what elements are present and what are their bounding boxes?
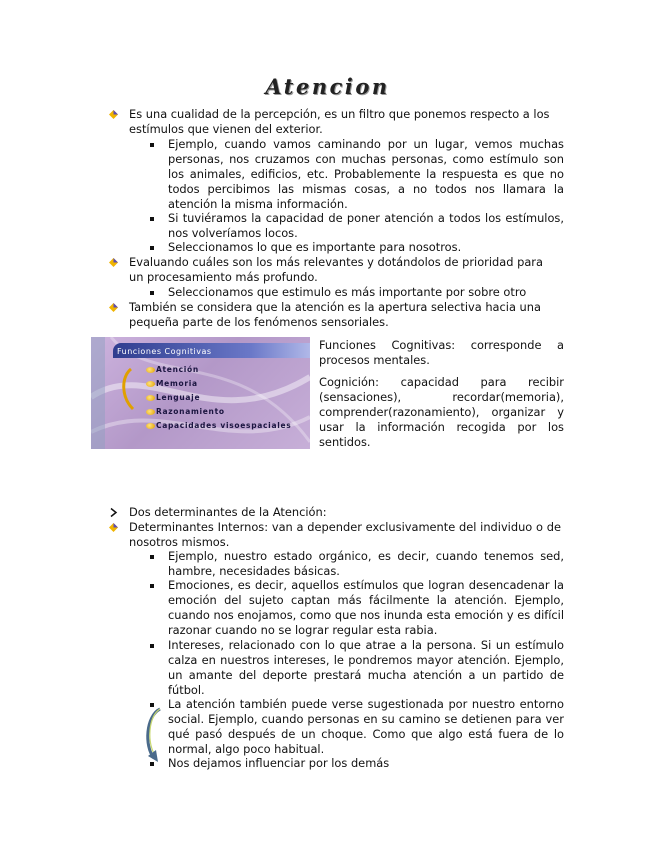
sub-bullet-text: La atención también puede verse sugestionada por nuestro entorno social. Ejemplo, cuando personas en su camino se detienen para ver qué pasó después de un choque. Como que algo está fuera de lo normal, algo poco habitual. — [168, 697, 564, 756]
cognitive-functions-figure — [91, 337, 310, 449]
sub-bullet — [168, 697, 564, 757]
sub-bullet — [168, 549, 564, 579]
side-paragraph-cognition: Cognición: capacidad para recibir (sensaciones), recordar(memoria), comprender(razonamiento), organizar y usar la información recogida por los sentidos. — [319, 375, 564, 449]
bullet-definition — [129, 107, 561, 137]
sub-bullet — [168, 240, 564, 255]
bullet-text: Determinantes Internos: van a depender exclusivamente del individuo o de nosotros mismos. — [129, 520, 561, 549]
bullet-text: Es una cualidad de la percepción, es un filtro que ponemos respecto a los estímulos que vienen del exterior. — [129, 107, 550, 136]
sub-bullet — [168, 285, 564, 300]
square-bullet-icon — [150, 291, 154, 295]
bullet-diamond-icon — [108, 109, 119, 120]
sub-bullet-text: Emociones, es decir, aquellos estímulos que logran desencadenar la emoción del sujeto captan más fácilmente la atención. Ejemplo, cuando nos enojamos, como que nos inunda esta emoción y es difícil razonar cuando no se lograr regular esta rabia. — [168, 578, 564, 637]
item-dot-icon — [146, 409, 155, 415]
sub-bullet — [168, 211, 564, 241]
arrow-item — [129, 505, 561, 520]
arrow-bullet-icon — [108, 507, 119, 518]
item-dot-icon — [146, 381, 155, 387]
sub-bullet-text: Nos dejamos influenciar por los demás — [168, 756, 390, 770]
sub-bullet — [168, 578, 564, 638]
sub-bullet-text: Intereses, relacionado con lo que atrae a la persona. Si un estímulo calza en nuestros intereses, le pondremos mayor atención. Ejemplo, un amante del deporte prestará mucha atención a un partido de fútbol. — [168, 638, 564, 697]
figure-item: Lenguaje — [156, 393, 201, 402]
bullet-diamond-icon — [108, 257, 119, 268]
bullet-diamond-icon — [108, 522, 119, 533]
side-paragraph-functions: Funciones Cognitivas: corresponde a procesos mentales. — [319, 338, 564, 367]
sub-bullet-text: Ejemplo, nuestro estado orgánico, es decir, cuando tenemos sed, hambre, necesidades básicas. — [168, 549, 564, 578]
bullet-internal-determinants — [129, 520, 561, 550]
square-bullet-icon — [150, 217, 154, 221]
square-bullet-icon — [150, 143, 154, 147]
item-dot-icon — [146, 423, 155, 429]
bullet-selective-opening — [129, 300, 561, 330]
sub-bullet — [168, 638, 564, 698]
item-dot-icon — [146, 395, 155, 401]
arrow-item-text: Dos determinantes de la Atención: — [129, 505, 327, 519]
sub-bullet-text: Seleccionamos lo que es importante para nosotros. — [168, 240, 462, 254]
page-title: Atencion — [265, 74, 390, 99]
sub-bullet — [168, 756, 564, 771]
sub-bullet — [168, 137, 564, 212]
figure-item: Memoria — [156, 379, 198, 388]
figure-item: Razonamiento — [156, 407, 225, 416]
square-bullet-icon — [150, 555, 154, 559]
square-bullet-icon — [150, 644, 154, 648]
bullet-text: Evaluando cuáles son los más relevantes y dotándolos de prioridad para un procesamiento más profundo. — [129, 255, 543, 284]
bullet-text: También se considera que la atención es la apertura selectiva hacia una pequeña parte de los fenómenos sensoriales. — [129, 300, 541, 329]
sub-bullet-text: Si tuviéramos la capacidad de poner atención a todos los estímulos, nos volveríamos locos. — [168, 211, 564, 240]
figure-banner-text: Funciones Cognitivas — [117, 347, 212, 356]
sub-bullet-text: Seleccionamos que estimulo es más importante por sobre otro — [168, 285, 527, 299]
curved-arrow-icon — [142, 706, 164, 764]
item-dot-icon — [146, 367, 155, 373]
figure-item: Capacidades visoespaciales — [156, 421, 292, 430]
bullet-diamond-icon — [108, 302, 119, 313]
figure-banner — [113, 343, 310, 358]
square-bullet-icon — [150, 584, 154, 588]
bullet-evaluating — [129, 255, 561, 285]
square-bullet-icon — [150, 246, 154, 250]
sub-bullet-text: Ejemplo, cuando vamos caminando por un lugar, vemos muchas personas, nos cruzamos con muchas personas, como estímulo son los animales, edificios, etc. Probablemente la respuesta es que no todos percibimos las mismas cosas, a no todos nos llamara la atención la misma información. — [168, 137, 564, 211]
figure-item: Atención — [156, 365, 199, 374]
